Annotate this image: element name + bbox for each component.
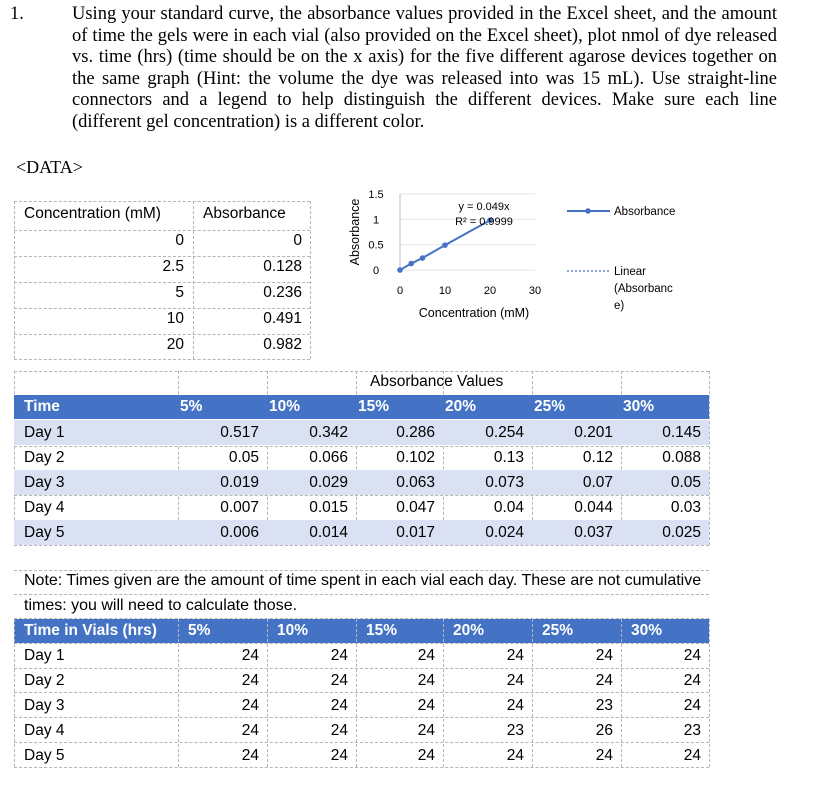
time-cell: 24 [506,647,524,664]
time-cell: 24 [330,697,348,714]
time-cell: 23 [506,722,524,739]
absorbance-cell: 0.12 [582,449,613,466]
x-tick-label: 30 [528,285,542,297]
time-cell: 24 [417,722,435,739]
legend-label-linear-2: (Absorbanc [614,283,673,295]
std-cell-concentration: 20 [166,336,184,353]
x-tick-label: 20 [483,285,497,297]
y-tick-label: 0.5 [368,239,384,252]
time-cell: 24 [417,647,435,664]
time-cell: 24 [241,697,259,714]
data-point [420,255,426,261]
note-line-1: Note: Times given are the amount of time spent in each vial each day. These are not cumulative [24,572,702,589]
gridline [14,742,709,743]
gridline [178,619,179,767]
time-cell: 24 [330,722,348,739]
time-header-cell: 25% [542,622,574,639]
std-cell-concentration: 2.5 [162,258,184,275]
time-cell: 26 [595,722,613,739]
time-cell: 23 [595,697,613,714]
absorbance-header-cell: 5% [180,398,203,415]
question-number: 1. [10,4,24,24]
time-header-cell: 30% [631,622,663,639]
gridline [14,717,709,718]
absorbance-cell: 0.05 [670,474,701,491]
absorbance-cell: 0.066 [309,449,348,466]
gridline [14,767,709,768]
absorbance-cell: 0.201 [574,424,613,441]
absorbance-cell: 0.088 [662,449,701,466]
standard-curve-chart [0,0,827,360]
time-cell: 24 [241,747,259,764]
absorbance-cell: 0.025 [662,524,701,541]
std-header-concentration: Concentration (mM) [24,205,161,222]
absorbance-cell: 0.017 [396,524,435,541]
absorbance-cell: 0.029 [309,474,348,491]
absorbance-table-title: Absorbance Values [370,373,504,390]
time-header-cell: 15% [366,622,398,639]
absorbance-row-label: Day 1 [24,424,65,441]
y-tick-label: 0 [372,265,380,277]
time-cell: 24 [683,747,701,764]
data-point [408,261,414,267]
absorbance-cell: 0.286 [396,424,435,441]
time-cell: 24 [595,747,613,764]
absorbance-cell: 0.04 [493,499,524,516]
time-cell: 24 [506,747,524,764]
time-cell: 24 [683,647,701,664]
std-cell-absorbance: 0.128 [263,258,302,275]
absorbance-cell: 0.13 [493,449,524,466]
absorbance-cell: 0.024 [485,524,524,541]
gridline [14,594,709,595]
absorbance-cell: 0.044 [574,499,613,516]
y-tick-label: 1.5 [368,189,384,201]
absorbance-cell: 0.03 [670,499,701,516]
legend-label-absorbance: Absorbance [614,206,676,218]
data-tag: <DATA> [16,157,83,177]
absorbance-cell: 0.05 [228,449,259,466]
time-row-label: Day 5 [24,747,65,764]
time-header-cell: 5% [188,622,211,639]
x-axis-title: Concentration (mM) [418,306,530,320]
time-row-label: Day 4 [24,722,65,739]
legend-label-linear-1: Linear [614,266,646,278]
gridline [709,371,710,545]
time-cell: 23 [683,722,701,739]
absorbance-cell: 0.006 [220,524,259,541]
absorbance-row-label: Day 5 [24,524,65,541]
gridline [443,619,444,767]
absorbance-header-cell: 30% [623,398,655,415]
data-point [442,242,448,248]
std-cell-absorbance: 0.982 [263,336,302,353]
absorbance-cell: 0.019 [220,474,259,491]
time-header-cell: 10% [277,622,309,639]
time-row-label: Day 3 [24,697,65,714]
y-axis-title: Absorbance [348,198,362,266]
gridline [621,619,622,767]
time-cell: 24 [683,697,701,714]
gridline [356,619,357,767]
absorbance-header-cell: 20% [445,398,477,415]
absorbance-header-cell: 15% [358,398,390,415]
time-cell: 24 [595,672,613,689]
time-cell: 24 [417,672,435,689]
std-cell-concentration: 5 [175,284,184,301]
absorbance-cell: 0.073 [485,474,524,491]
time-cell: 24 [330,747,348,764]
legend-marker-absorbance [585,208,591,214]
time-cell: 24 [241,672,259,689]
absorbance-cell: 0.145 [662,424,701,441]
time-cell: 24 [417,697,435,714]
gridline [267,619,268,767]
gridline [532,619,533,767]
std-cell-concentration: 0 [175,232,184,249]
std-cell-concentration: 10 [166,310,184,327]
absorbance-cell: 0.015 [309,499,348,516]
time-cell: 24 [417,747,435,764]
absorbance-cell: 0.063 [396,474,435,491]
absorbance-row-label: Day 4 [24,499,65,516]
x-tick-label: 10 [438,285,452,297]
time-cell: 24 [506,697,524,714]
time-cell: 24 [330,672,348,689]
time-cell: 24 [595,647,613,664]
time-cell: 24 [683,672,701,689]
std-cell-absorbance: 0.491 [263,310,302,327]
time-row-label: Day 1 [24,647,65,664]
absorbance-cell: 0.007 [220,499,259,516]
gridline [14,668,709,669]
gridline [14,692,709,693]
std-header-absorbance: Absorbance [203,205,286,222]
x-tick-label: 0 [396,285,404,297]
absorbance-cell: 0.047 [396,499,435,516]
absorbance-cell: 0.037 [574,524,613,541]
absorbance-header-cell: Time [24,398,60,415]
data-point [397,267,403,273]
question-text: Using your standard curve, the absorbance values provided in the Excel sheet, and the amount of time the gels were in each vial (also provided on the Excel sheet), plot nmol of dye released vs. time (hrs) (time should be on the x axis) for the five different agarose devices together on the same graph (Hint: the volume the dye was released into was 15 mL). Use straight-line connectors and a legend to help distinguish the different devices. Make sure each line (different gel concentration) is a different color. [72,4,777,132]
absorbance-header-cell: 25% [534,398,566,415]
time-cell: 24 [241,722,259,739]
gridline [14,570,709,571]
legend-label-linear-3: e) [614,300,625,312]
gridline [14,619,15,767]
gridline [14,446,709,447]
absorbance-cell: 0.254 [485,424,524,441]
absorbance-row-label: Day 3 [24,474,65,491]
equation-label: y = 0.049x [458,201,510,213]
absorbance-row-label: Day 2 [24,449,65,466]
absorbance-header-cell: 10% [269,398,301,415]
absorbance-cell: 0.014 [309,524,348,541]
absorbance-cell: 0.517 [220,424,259,441]
y-tick-label: 1 [372,214,380,227]
std-cell-absorbance: 0 [293,232,302,249]
absorbance-cell: 0.102 [396,449,435,466]
r2-label: R² = 0.9999 [455,216,513,228]
std-cell-absorbance: 0.236 [263,284,302,301]
time-cell: 24 [330,647,348,664]
time-header-cell: Time in Vials (hrs) [24,622,157,639]
gridline [14,495,709,496]
gridline [14,545,709,546]
gridline [14,643,709,644]
time-cell: 24 [241,647,259,664]
absorbance-cell: 0.07 [582,474,613,491]
time-row-label: Day 2 [24,672,65,689]
absorbance-cell: 0.342 [309,424,348,441]
gridline [709,619,710,767]
gridline [14,371,709,372]
time-header-cell: 20% [453,622,485,639]
note-line-2: times: you will need to calculate those. [24,597,298,614]
time-cell: 24 [506,672,524,689]
